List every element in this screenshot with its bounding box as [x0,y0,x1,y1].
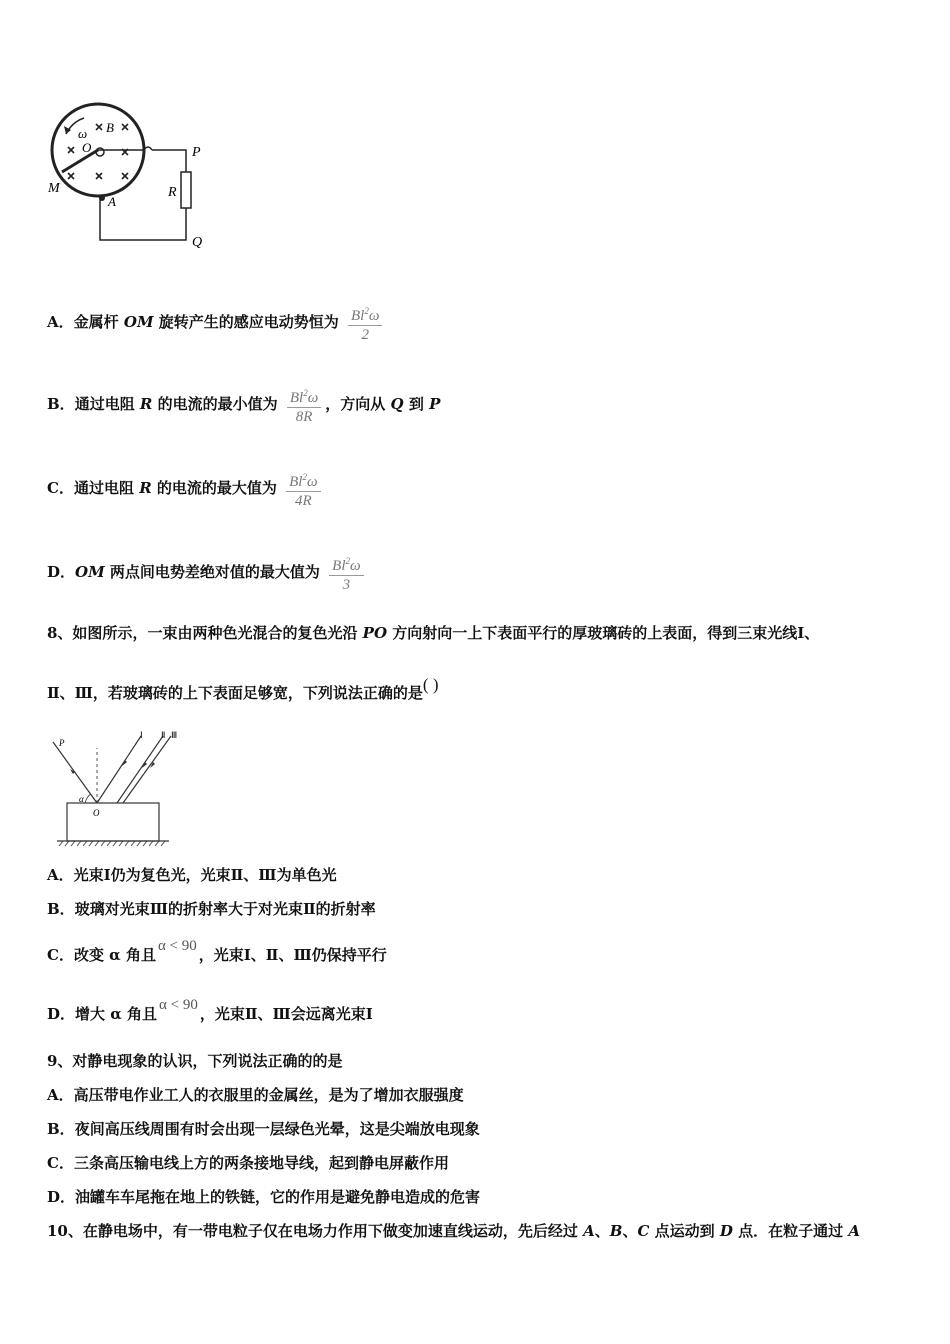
M-label: M [48,181,60,196]
figure-glass-brick [45,728,195,850]
q7-option-a: A．金属杆 OM 旋转产生的感应电动势恒为 $\frac{Bl^2\omega}{2}$ [47,302,386,344]
inequality: α < 90 [157,938,197,954]
answer-blank: ( ) [422,675,439,694]
q8-option-c: C．改变 α 角且 α < 90 ，光束Ⅰ、Ⅱ、Ⅲ仍保持平行 [47,938,387,964]
beam-III-label: Ⅲ [171,730,178,740]
O-label: O [93,808,100,818]
q9-option-c: C．三条高压输电线上方的两条接地导线，起到静电屏蔽作用 [47,1154,449,1172]
q7-option-c: C．通过电阻 R 的电流的最大值为 $\frac{Bl^2\omega}{4R}$ [47,468,325,510]
q8-stem-line2: Ⅱ、Ⅲ，若玻璃砖的上下表面足够宽，下列说法正确的是( ) [47,675,439,702]
fraction: $\frac{Bl^2\omega}{8R}$ [287,384,321,426]
R-label: R [168,185,177,200]
q9-option-b: B．夜间高压线周围有时会出现一层绿色光晕，这是尖端放电现象 [47,1120,480,1138]
q10-stem: 10、在静电场中，有一带电粒子仅在电场力作用下做变加速直线运动，先后经过 A、B、C 点运动到 D 点．在粒子通过 A [47,1222,860,1240]
figure-rotating-rod-circuit [40,100,230,260]
q8-stem-line1: 8、如图所示，一束由两种色光混合的复色光沿 PO 方向射向一上下表面平行的厚玻璃砖的上表面，得到三束光线Ⅰ、 [47,624,820,642]
O-label: O [82,140,92,155]
q9-option-d: D．油罐车车尾拖在地上的铁链，它的作用是避免静电造成的危害 [47,1188,481,1206]
q7-option-b: B．通过电阻 R 的电流的最小值为 $\frac{Bl^2\omega}{8R}$ ，方向从 Q 到 P [47,384,440,426]
fraction: $\frac{Bl^2\omega}{4R}$ [286,468,320,510]
q9-stem: 9、对静电现象的认识，下列说法正确的的是 [47,1052,343,1070]
inequality: α < 90 [159,997,198,1013]
P-label: P [192,145,201,160]
omega-label: ω [78,126,88,141]
B-label: B [106,120,114,135]
beam-II-label: Ⅱ [161,730,166,740]
fraction: $\frac{Bl^2\omega}{2}$ [348,302,382,344]
beam-I-label: Ⅰ [140,730,143,740]
A-label: A [108,194,116,209]
q8-option-d: D．增大 α 角且 α < 90 ，光束Ⅱ、Ⅲ会远离光束Ⅰ [47,997,373,1023]
q7-option-d: D．OM 两点间电势差绝对值的最大值为 $\frac{Bl^2\omega}{3}$ [47,552,368,594]
fraction: $\frac{Bl^2\omega}{3}$ [329,552,363,594]
q8-option-a: A．光束Ⅰ仍为复色光，光束Ⅱ、Ⅲ为单色光 [47,866,337,884]
q9-option-a: A．高压带电作业工人的衣服里的金属丝，是为了增加衣服强度 [47,1086,464,1104]
alpha-label: α [79,794,84,804]
P-label: P [59,738,65,748]
q8-option-b: B．玻璃对光束Ⅲ的折射率大于对光束Ⅱ的折射率 [47,900,376,918]
Q-label: Q [192,235,203,250]
